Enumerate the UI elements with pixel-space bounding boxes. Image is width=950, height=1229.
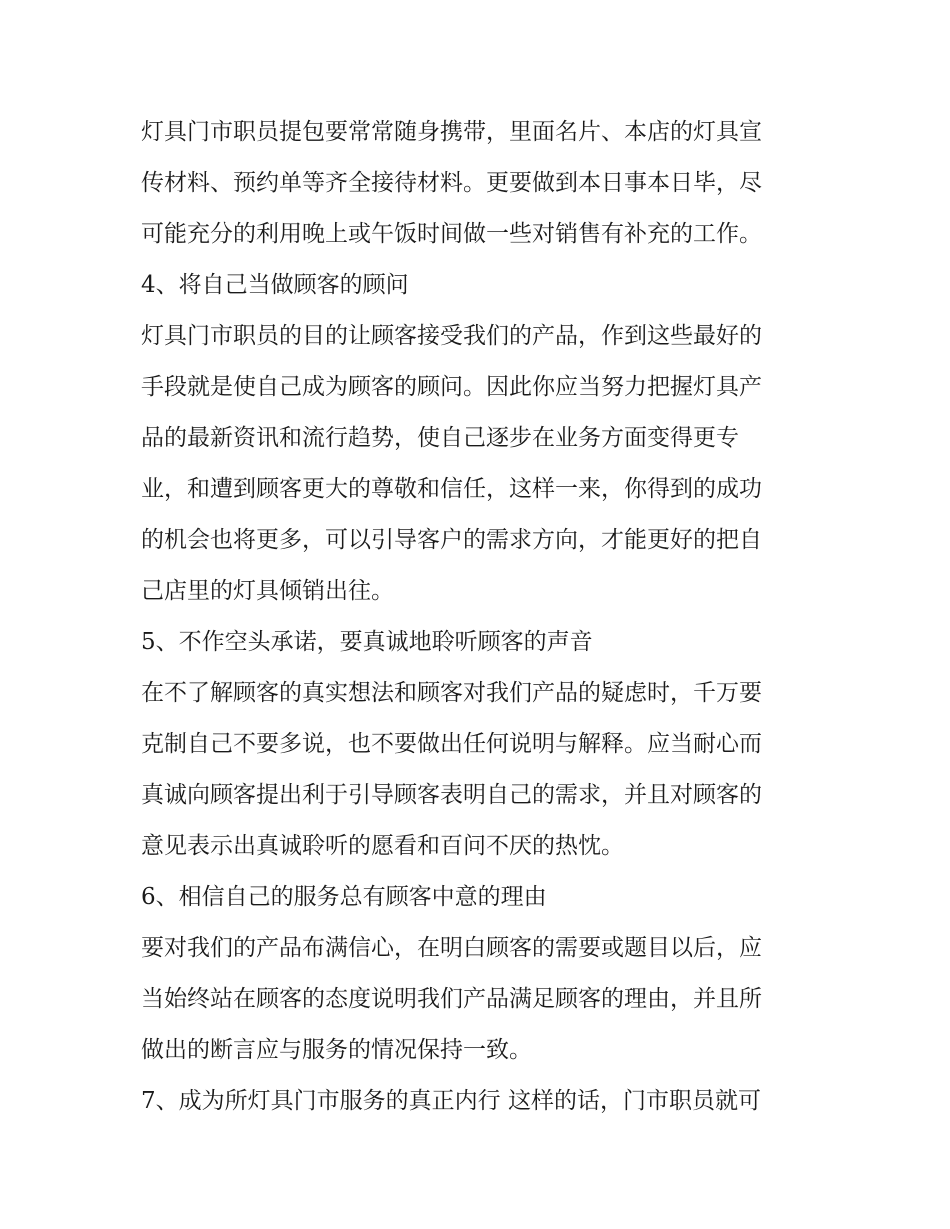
paragraph-line: 意见表示出真诚聆听的愿看和百问不厌的热忱。 <box>141 833 624 859</box>
paragraph-line: 传材料、预约单等齐全接待材料。更要做到本日事本日毕，尽 <box>141 170 762 196</box>
paragraph-line: 业，和遭到顾客更大的尊敬和信任，这样一来，你得到的成功 <box>141 476 762 502</box>
section-heading-5: 5、不作空头承诺，要真诚地聆听顾客的声音 <box>141 629 593 655</box>
paragraph-line: 的机会也将更多，可以引导客户的需求方向，才能更好的把自 <box>141 527 762 553</box>
paragraph-line: 灯具门市职员的目的让顾客接受我们的产品，作到这些最好的 <box>141 323 762 349</box>
document-body <box>141 107 831 1127</box>
paragraph-line: 灯具门市职员提包要常常随身携带，里面名片、本店的灯具宣 <box>141 119 762 145</box>
paragraph-line: 要对我们的产品布满信心，在明白顾客的需要或题目以后，应 <box>141 935 762 961</box>
section-heading-4: 4、将自己当做顾客的顾问 <box>141 272 409 298</box>
paragraph-line: 在不了解顾客的真实想法和顾客对我们产品的疑虑时，千万要 <box>141 680 762 706</box>
paragraph-line: 可能充分的利用晚上或午饭时间做一些对销售有补充的工作。 <box>141 221 762 247</box>
paragraph-line: 品的最新资讯和流行趋势，使自己逐步在业务方面变得更专 <box>141 425 739 451</box>
paragraph-line: 真诚向顾客提出利于引导顾客表明自己的需求，并且对顾客的 <box>141 782 762 808</box>
paragraph-line: 手段就是使自己成为顾客的顾问。因此你应当努力把握灯具产 <box>141 374 762 400</box>
paragraph-line: 己店里的灯具倾销出往。 <box>141 578 394 604</box>
paragraph-line: 当始终站在顾客的态度说明我们产品满足顾客的理由，并且所 <box>141 986 762 1012</box>
paragraph-line: 做出的断言应与服务的情况保持一致。 <box>141 1037 532 1063</box>
paragraph-line: 克制自己不要多说，也不要做出任何说明与解释。应当耐心而 <box>141 731 762 757</box>
section-heading-7: 7、成为所灯具门市服务的真正内行 这样的话，门市职员就可 <box>141 1088 761 1114</box>
section-heading-6: 6、相信自己的服务总有顾客中意的理由 <box>141 884 547 910</box>
